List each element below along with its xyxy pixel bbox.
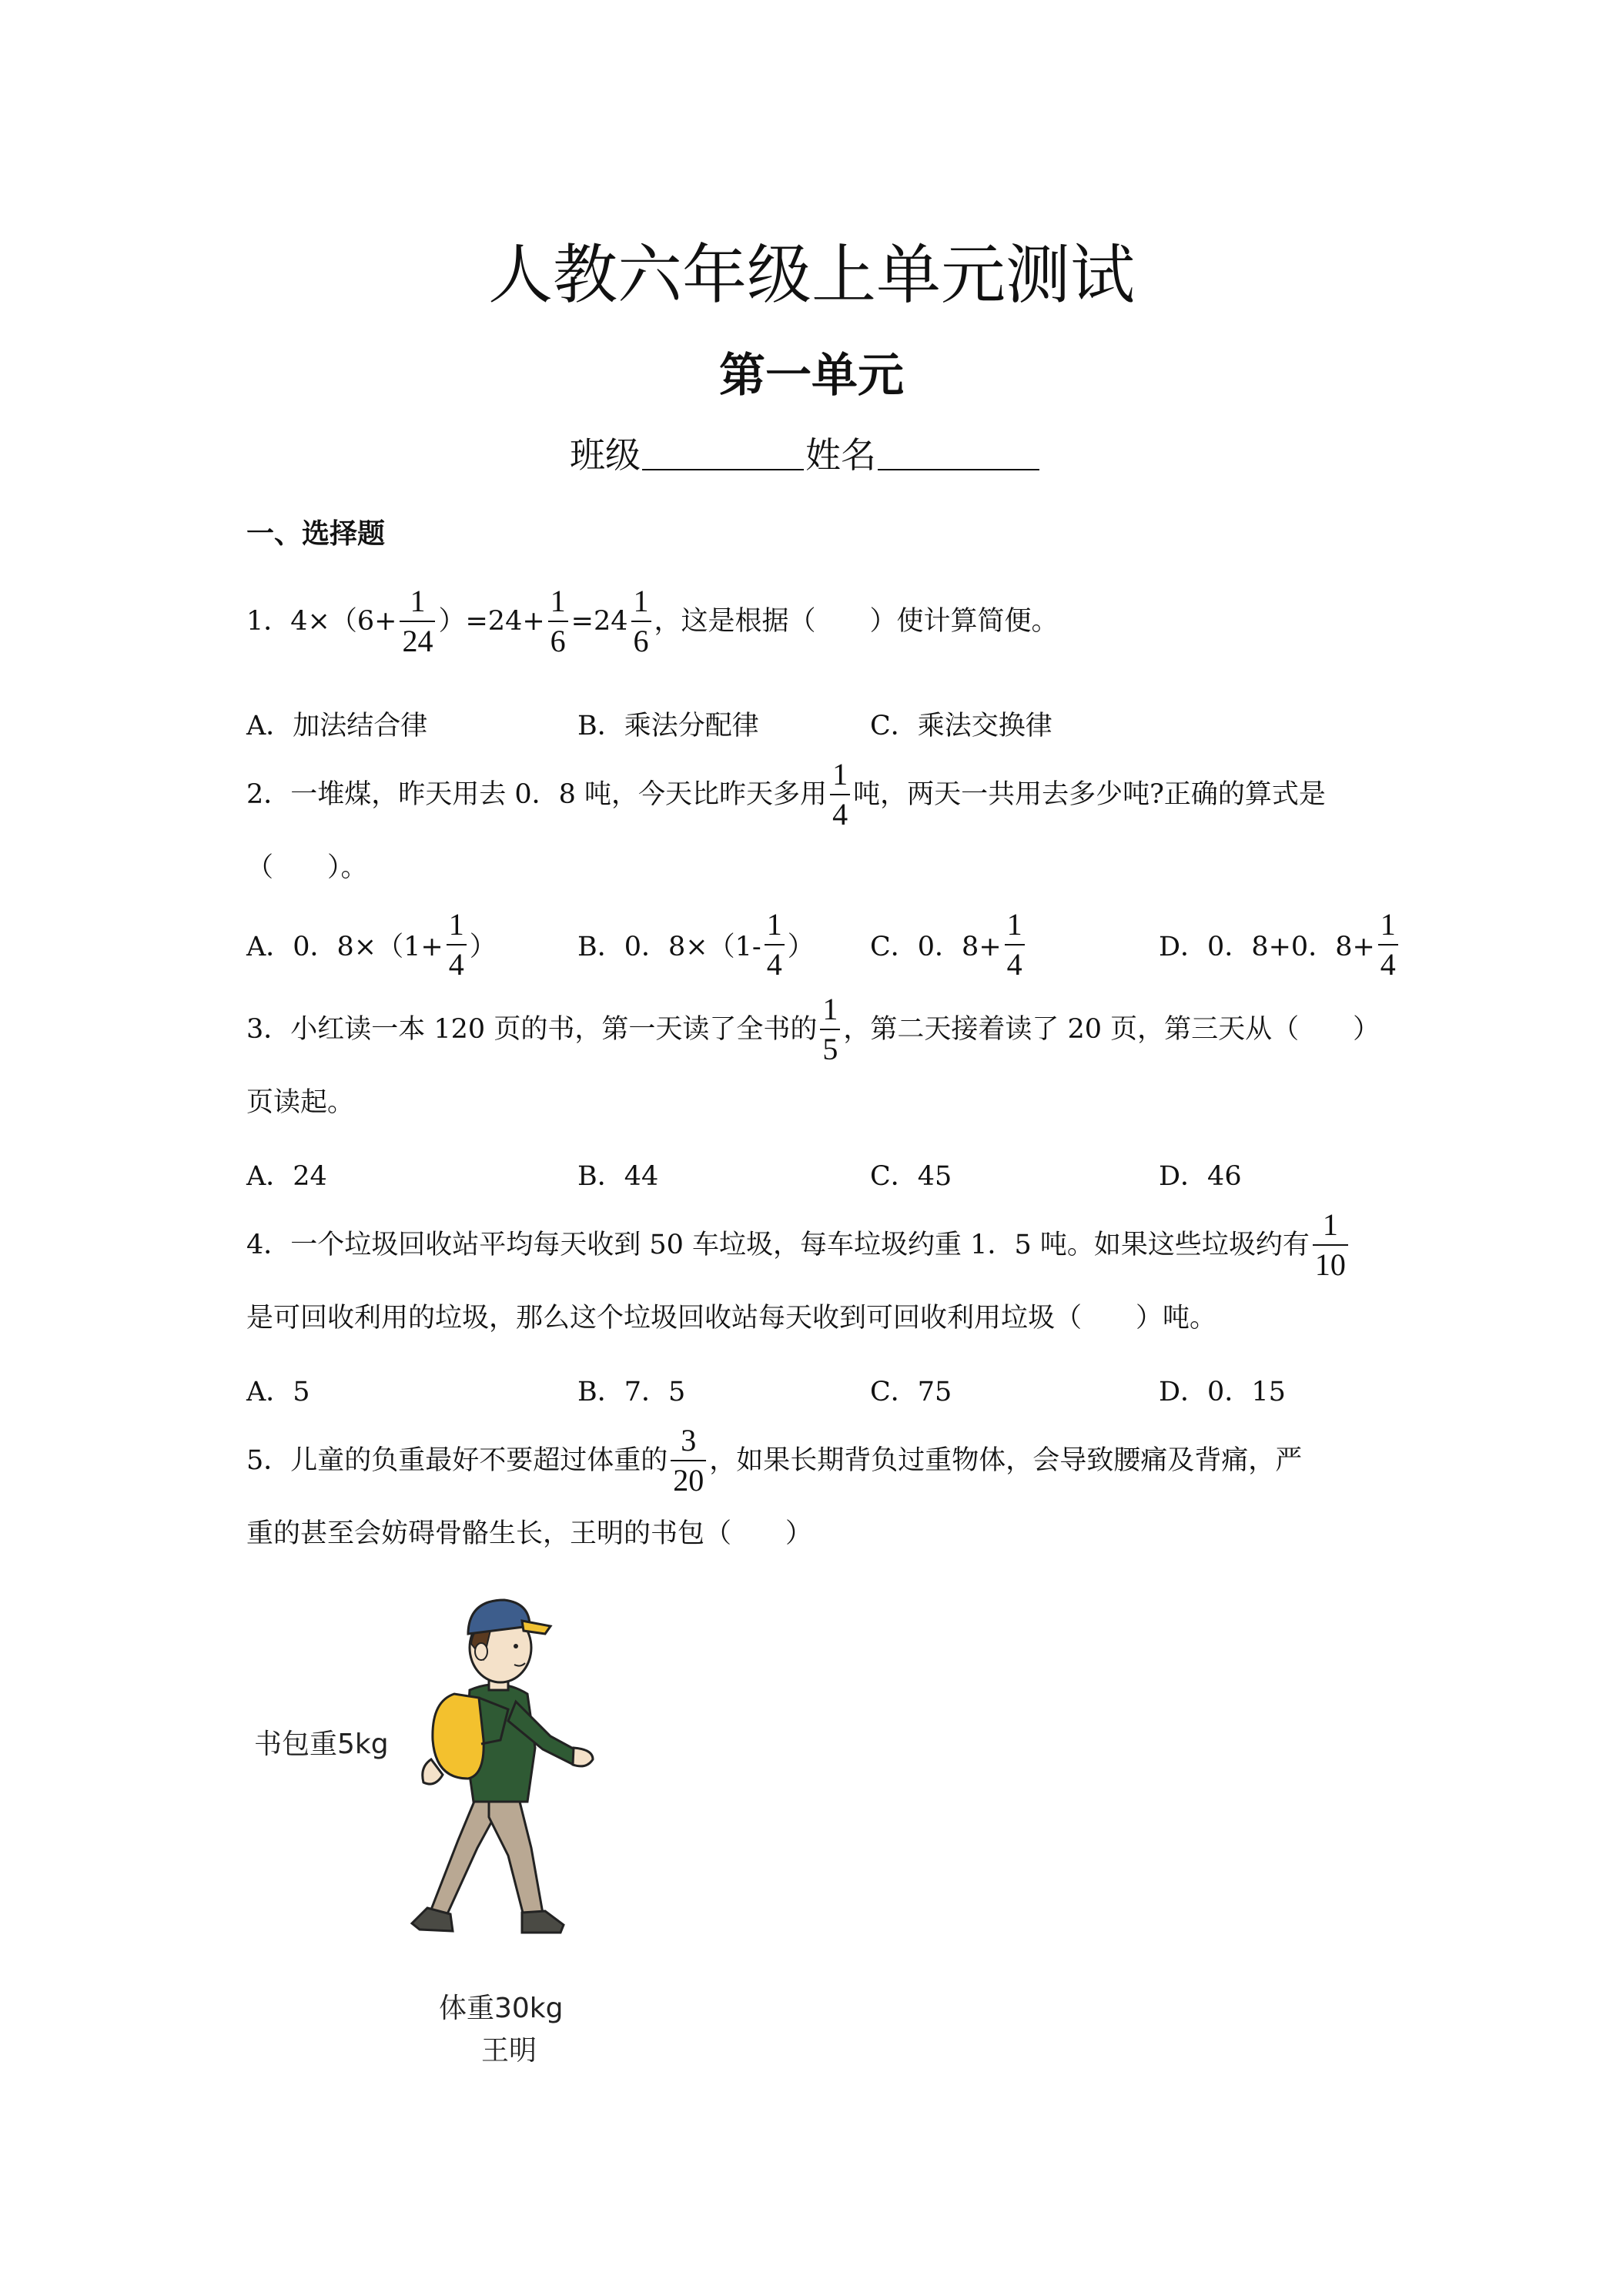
question-4 — [246, 1209, 1351, 1281]
page-title: 人教六年级上单元测试 — [487, 237, 1135, 313]
cap-brim — [522, 1621, 550, 1634]
backpack — [433, 1694, 484, 1779]
unit-subtitle: 第一单元 — [719, 349, 904, 403]
question-2 — [246, 758, 1326, 831]
body-weight-label: 体重30kg — [439, 1993, 564, 2024]
q3-text-1: 3．小红读一本 120 页的书，第一天读了全书的 — [246, 1013, 818, 1045]
class-blank[interactable] — [642, 468, 804, 470]
q1-option-a[interactable]: A．加法结合律 — [246, 711, 428, 741]
q5-line-2: 重的甚至会妨碍骨骼生长，王明的书包（ ） — [246, 1518, 813, 1549]
q4-option-d[interactable]: D．0．15 — [1159, 1377, 1286, 1407]
q3-text-2: ，第二天接着读了 20 页，第三天从（ ） — [843, 1013, 1380, 1045]
q5-fraction: $\frac{3}{20}$ — [671, 1424, 706, 1497]
question-3 — [246, 993, 1380, 1066]
q5-text-2: ，如果长期背负过重物体，会导致腰痛及背痛，严 — [709, 1444, 1303, 1476]
front-hand — [573, 1748, 593, 1766]
q4-fraction: $\frac{1}{10}$ — [1313, 1209, 1348, 1281]
q4-option-c[interactable]: C．75 — [870, 1377, 952, 1407]
q5-text-1: 5．儿童的负重最好不要超过体重的 — [246, 1444, 668, 1476]
q1-fraction-1: $\frac{1}{24}$ — [400, 585, 435, 658]
q1-text-1: 1．4×（6+ — [246, 605, 397, 637]
q3-option-a[interactable]: A．24 — [246, 1161, 327, 1192]
q4-option-b[interactable]: B．7．5 — [577, 1377, 686, 1407]
q3-option-d[interactable]: D．46 — [1159, 1161, 1242, 1192]
bag-weight-label: 书包重5kg — [254, 1729, 389, 1760]
q2-line-2: （ ）。 — [246, 852, 368, 883]
class-label: 班级 — [570, 434, 641, 476]
name-label: 姓名 — [805, 434, 876, 476]
question-1 — [246, 585, 1059, 658]
q1-fraction-3: $\frac{1}{6}$ — [631, 585, 651, 658]
q1-text-4: ，这是根据（ ）使计算简便。 — [654, 605, 1059, 637]
q3-option-b[interactable]: B．44 — [577, 1161, 659, 1192]
q1-option-c[interactable]: C．乘法交换律 — [870, 711, 1052, 741]
q3-option-c[interactable]: C．45 — [870, 1161, 952, 1192]
question-5 — [246, 1424, 1302, 1497]
front-shoe — [522, 1911, 564, 1933]
q3-line-2: 页读起。 — [246, 1087, 355, 1118]
q2-text-1: 2．一堆煤，昨天用去 0．8 吨，今天比昨天多用 — [246, 778, 828, 810]
front-leg — [489, 1794, 543, 1916]
q1-text-2: ）=24+ — [438, 605, 545, 637]
section-heading: 一、选择题 — [246, 518, 386, 550]
q2-option-c[interactable]: C．0．8+ $\frac{1}{4}$ — [870, 909, 1028, 981]
q2-option-b[interactable]: B．0．8×（1- $\frac{1}{4}$ ） — [577, 907, 815, 982]
q1-text-3: =24 — [571, 605, 628, 637]
q2-fraction: $\frac{1}{4}$ — [830, 758, 850, 831]
q1-option-b[interactable]: B．乘法分配律 — [577, 711, 759, 741]
q4-line-2: 是可回收利用的垃圾，那么这个垃圾回收站每天收到可回收利用垃圾（ ）吨。 — [246, 1303, 1217, 1334]
q3-fraction: $\frac{1}{5}$ — [820, 993, 840, 1066]
q1-fraction-2: $\frac{1}{6}$ — [548, 585, 568, 658]
eye — [514, 1644, 518, 1648]
boy-name-label: 王明 — [481, 2035, 537, 2067]
q4-option-a[interactable]: A．5 — [246, 1377, 310, 1407]
boy-walking-illustration — [385, 1586, 616, 1971]
class-name-line — [570, 427, 1041, 478]
q2-option-d[interactable]: D．0．8+0．8+ $\frac{1}{4}$ — [1159, 909, 1401, 981]
q2-text-2: 吨，两天一共用去多少吨?正确的算式是 — [853, 778, 1326, 810]
q4-text-1: 4．一个垃圾回收站平均每天收到 50 车垃圾，每车垃圾约重 1．5 吨。如果这些垃圾约有 — [246, 1229, 1310, 1260]
name-blank[interactable] — [878, 468, 1039, 470]
ear — [475, 1643, 487, 1660]
q2-option-a[interactable]: A．0．8×（1+ $\frac{1}{4}$ ） — [246, 907, 497, 982]
